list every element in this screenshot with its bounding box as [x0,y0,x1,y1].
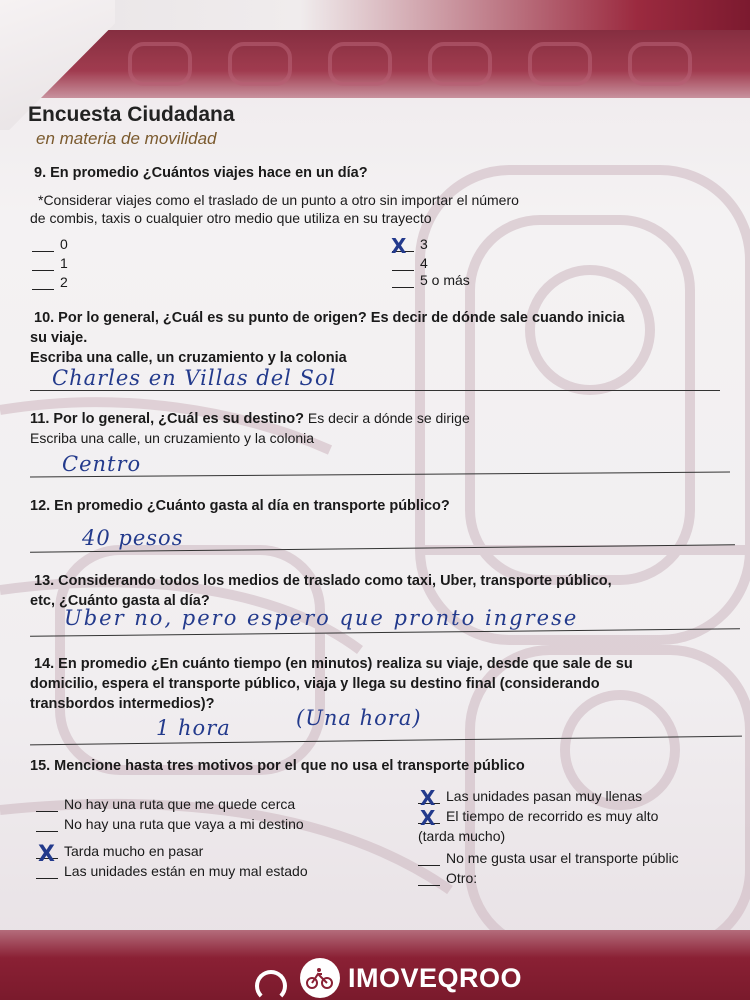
q14-answer-a[interactable]: 1 hora [156,716,231,740]
footer-secondary-logo-icon [255,970,287,1000]
q15-option-bad-condition[interactable]: Las unidades están en muy mal estado [36,863,308,879]
q10-answer[interactable]: Charles en Villas del Sol [52,366,337,390]
q13-question-line1: 13. Considerando todos los medios de traslado como taxi, Uber, transporte público, [34,573,612,589]
q13-question-line2: etc, ¿Cuánto gasta al día? [30,593,210,609]
q13-answer[interactable]: Uber no, pero espero que pronto ingrese [64,606,579,630]
header-band [0,30,750,98]
q9-note-line1: *Considerar viajes como el traslado de un punto a otro sin importar el número [38,192,519,208]
q15-option-no-route-destination[interactable]: No hay una ruta que vaya a mi destino [36,816,304,832]
q11-instruction: Escriba una calle, un cruzamiento y la colonia [30,430,315,446]
q9-option-2[interactable]: 2 [32,274,68,290]
q9-note-line2: de combis, taxis o cualquier otro medio que utiliza en su trayecto [30,210,432,226]
footer-logo [300,958,522,998]
q15-check-mark-slow: X [38,842,55,867]
q15-check-mark-long-travel: X [420,806,436,830]
q15-option-long-travel[interactable]: El tiempo de recorrido es muy alto [418,808,658,824]
q10-question-line1: 10. Por lo general, ¿Cuál es su punto de origen? Es decir de dónde sale cuando inicia [34,310,625,326]
q15-option-slow-arrival[interactable]: Tarda mucho en pasar [36,843,203,859]
q15-check-mark-crowded: X [420,786,436,810]
q15-option-other[interactable]: Otro: [418,870,477,886]
q15-question: 15. Mencione hasta tres motivos por el que no usa el transporte público [30,758,525,774]
q9-option-5-or-more[interactable]: 5 o más [392,272,470,288]
q11-question-bold: 11. Por lo general, ¿Cuál es su destino? [30,411,304,427]
survey-subtitle: en materia de movilidad [36,129,217,148]
q11-question [30,410,470,427]
q15-option-long-travel-note: (tarda mucho) [418,828,506,844]
footer-logo-text: IMOVEQROO [348,962,523,993]
q14-question-line1: 14. En promedio ¿En cuánto tiempo (en minutos) realiza su viaje, desde que sale de su [34,656,633,672]
q12-answer[interactable]: 40 pesos [82,526,184,550]
q10-question-line2: su viaje. [30,330,88,346]
q15-option-crowded-units[interactable]: Las unidades pasan muy llenas [418,788,642,804]
q9-option-1[interactable]: 1 [32,255,68,271]
q11-answer[interactable]: Centro [62,452,142,476]
q9-question: 9. En promedio ¿Cuántos viajes hace en un día? [34,165,368,181]
bicycle-pedestrian-icon [300,958,340,998]
q14-question-line3: transbordos intermedios)? [30,696,215,712]
q9-option-4[interactable]: 4 [392,255,428,271]
q10-answer-line [30,390,720,391]
q10-instruction: Escriba una calle, un cruzamiento y la colonia [30,350,347,366]
q14-question-line2: domicilio, espera el transporte público, viaja y llega su destino final (considerando [30,676,600,692]
q9-option-3[interactable]: 3 [392,236,428,252]
q14-answer-b[interactable]: (Una hora) [296,706,422,730]
q15-option-no-route-near[interactable]: No hay una ruta que me quede cerca [36,796,295,812]
q12-question: 12. En promedio ¿Cuánto gasta al día en transporte público? [30,498,450,514]
q9-option-0[interactable]: 0 [32,236,68,252]
q15-option-dislike[interactable]: No me gusta usar el transporte públic [418,850,679,866]
survey-title: Encuesta Ciudadana [28,103,235,126]
q9-check-mark: X [391,234,407,258]
q11-question-rest: Es decir a dónde se dirige [303,410,470,426]
